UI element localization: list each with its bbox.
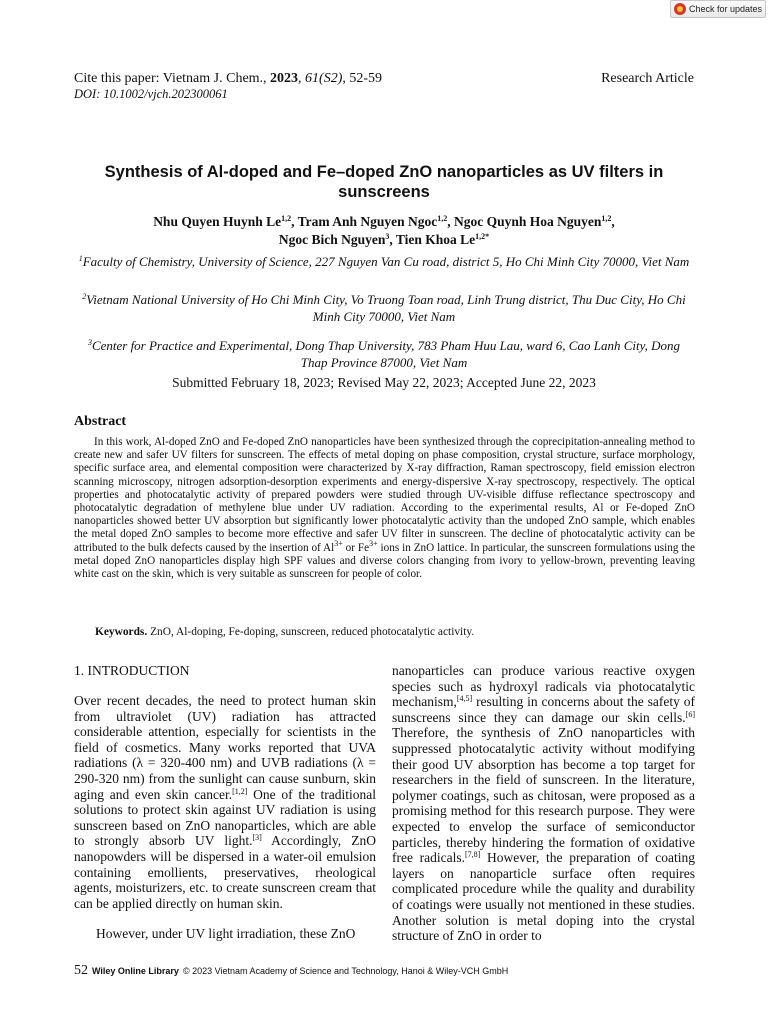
copyright: © 2023 Vietnam Academy of Science and Technology, Hanoi & Wiley-VCH GmbH: [182, 966, 509, 976]
abstract-heading: Abstract: [74, 414, 127, 429]
citation-line: Cite this paper: Vietnam J. Chem., 2023, 61(S2), 52-59: [74, 71, 383, 86]
cite-volume: 61(S2): [305, 71, 343, 86]
paper-title: Synthesis of Al-doped and Fe–doped ZnO nanoparticles as UV filters in sunscreens: [104, 163, 664, 201]
cite-pages: , 52-59: [342, 71, 383, 86]
page-footer: [74, 963, 508, 979]
intro-paragraph-2: However, under UV light irradiation, these ZnO: [96, 926, 356, 941]
crossmark-icon: [674, 3, 686, 15]
citation-ref[interactable]: [4,5]: [456, 694, 473, 704]
citation-ref[interactable]: [7,8]: [465, 850, 481, 860]
abstract-text: In this work, Al-doped ZnO and Fe-doped ZnO nanoparticles have been synthesized through the coprecipitation-annealing method to create new and safer UV filters for sunscreen. The effects of metal doping on phase composition, crystal structure, surface morphology, specific surface area, and elemental composition were characterized by X-ray diffraction, Raman spectroscopy, field emission electron scanning microscopy, nitrogen adsorption-desorption experiments and energy-dispersive X-ray spectroscopy, respectively. The optical properties and photocatalytic activity of prepared powders were studied through UV-visible diffuse reflectance spectroscopy and photocatalytic degradation of methylene blue under UV radiation. According to the experimental results, Al or Fe-doped ZnO nanoparticles showed better UV absorption but significantly lower photocatalytic activity than the undoped ZnO sample, which enables the metal doped ZnO samples to become more effective and safer UV filter in sunscreen. The decline of photocatalytic activity can be attributed to the bulk defects caused by the insertion of $Al^{3+}$ or $Fe^{3+}$ ions in ZnO lattice. In particular, the sunscreen formulations using the metal doped ZnO nanoparticles display high SPF values and diverse colors changing from ivory to yellow-brown, preventing leaving white cast on the skin, which is very suitable as sunscreen for people of color.: [74, 436, 695, 581]
author-list: Nhu Quyen Huynh Le$^{1,2}$, Tram Anh Nguyen Ngoc$^{1,2}$, Ngoc Quynh Hoa Nguyen$^{1,2}$, Ngoc Bich Nguyen$^3$, Tien Khoa $Le^{1,2*}$: [153, 214, 615, 247]
affiliation-3: $^3$Center for Practice and Experimental, Dong Thap University, 783 Pham Huu Lau, ward 6, Cao Lanh City, Dong Thap Province 87000, Viet Nam: [87, 338, 681, 370]
cite-prefix: Cite this paper: Vietnam J. Chem.,: [74, 71, 271, 86]
affiliation-2: $^2$Vietnam National University of Ho Chi Minh City, Vo Truong Toan road, Linh Trung district, Thu Duc City, Ho Chi Minh City 70000, Viet Nam: [82, 292, 686, 324]
citation-ref[interactable]: [1,2]: [232, 786, 248, 796]
submission-dates: Submitted February 18, 2023; Revised May 22, 2023; Accepted June 22, 2023: [172, 375, 596, 390]
citation-ref[interactable]: [3]: [252, 833, 262, 843]
intro-paragraph-1: Over recent decades, the need to protect human skin from ultraviolet (UV) radiation has attracted considerable attention, especially for scientists in the field of cosmetics. Many works reported that UVA radiations (λ = 320-400 nm) and UVB radiations (λ = 290-320 nm) from the sunlight can cause sunburn, skin aging and even skin cancer.[1,2] One of the traditional solutions to protect skin against UV radiation is using sunscreen based on ZnO nanoparticles, which are able to strongly absorb UV light.[3] Accordingly, ZnO nanopowders will be dispersed in a water-oil emulsion containing emollients, preservatives, rheological agents, moisturizers, etc. to create sunscreen cream that can be applied directly on human skin.: [74, 693, 376, 911]
author[interactable]: Nhu Quyen Huynh Le$^{1,2}$: [153, 214, 292, 229]
cite-year: 2023: [270, 71, 299, 86]
citation-ref[interactable]: [6]: [685, 709, 695, 719]
doi-link[interactable]: DOI: 10.1002/vjch.202300061: [74, 87, 228, 101]
wiley-online-library-link[interactable]: Wiley Online Library: [92, 966, 179, 976]
intro-paragraph-2-continued: nanoparticles can produce various reactive oxygen species such as hydroxyl radicals via photocatalytic mechanism,[4,5] resulting in concerns about the safety of sunscreens since they can damage our skin cells.[6] Therefore, the synthesis of ZnO nanoparticles with suppressed photocatalytic activity without modifying their good UV absorption has become a top target for researchers in the field of sunscreen. In the literature, polymer coatings, such as chitosan, were proposed as a promising method for this research purpose. They were expected to envelop the surface of semiconductor particles, thereby hindering the formation of oxidative free radicals.[7,8] However, the preparation of coating layers on nanoparticle surface often requires complicated procedure while the quality and durability of coatings were usually not mentioned in these studies. Another solution is metal doping into the crystal structure of ZnO in order to: [392, 663, 695, 944]
section-heading: 1. INTRODUCTION: [74, 663, 190, 678]
author[interactable]: Tram Anh Nguyen Ngoc$^{1,2}$: [297, 214, 448, 229]
author[interactable]: Ngoc Quynh Hoa Nguyen$^{1,2}$: [454, 214, 612, 229]
author[interactable]: Ngoc Bich Nguyen$^3$: [278, 232, 390, 247]
article-type: Research Article: [601, 71, 694, 86]
check-for-updates-label: Check for updates: [689, 4, 763, 14]
affiliation-1: $^1$Faculty of Chemistry, University of Science, 227 Nguyen Van Cu road, district 5, Ho Chi Minh City 70000, Viet Nam: [78, 254, 690, 269]
page-number: 52: [74, 963, 88, 978]
author[interactable]: Tien Khoa $Le^{1,2*}$: [395, 232, 490, 247]
check-for-updates-button[interactable]: [670, 0, 766, 18]
keywords: Keywords. ZnO, Al-doping, Fe-doping, sunscreen, reduced photocatalytic activity.: [95, 626, 475, 638]
